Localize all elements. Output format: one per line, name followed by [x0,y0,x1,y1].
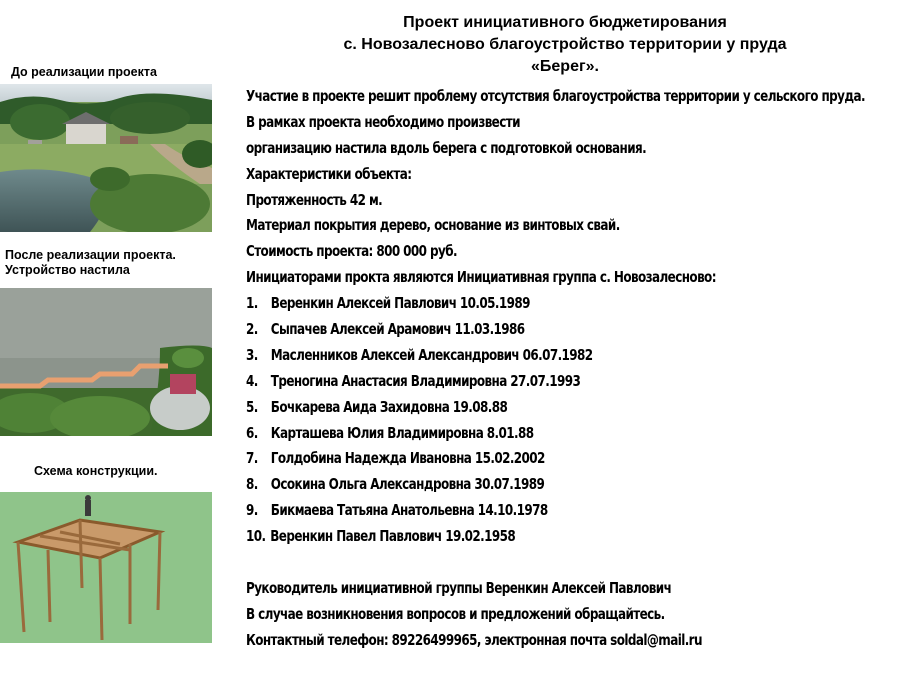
material-value: Материал покрытия дерево, основание из винтовых свай. [246,216,620,235]
characteristics-heading: Характеристики объекта: [246,164,412,183]
list-number: 9. [246,501,258,520]
title-line-2: с. Новозалесново благоустройство территории у пруда [343,36,787,53]
photo-after [0,288,212,436]
contact-phone-email: Контактный телефон: 89226499965, электронная почта soldal@mail.ru [246,630,702,649]
list-number: 1. [246,294,258,313]
list-number: 2. [246,320,258,339]
caption-before: До реализации проекта [11,65,157,79]
list-number: 6. [246,423,258,442]
list-text: Сыпачев Алексей Арамович 11.03.1986 [270,320,525,339]
list-text: Веренкин Алексей Павлович 10.05.1989 [270,294,530,313]
list-number: 10. [246,527,266,546]
list-item [246,498,900,524]
contact-invite: В случае возникновения вопросов и предложений обращайтесь. [246,604,665,623]
list-number: 4. [246,371,258,390]
list-item [246,421,900,447]
list-item [246,446,900,472]
cost-value: Стоимость проекта: 800 000 руб. [246,242,457,261]
caption-after-line-2: Устройство настила [5,263,130,277]
caption-after [5,248,176,278]
group-leader: Руководитель инициативной группы Веренкин Алексей Павлович [246,579,672,598]
list-text: Веренкин Павел Павлович 19.02.1958 [270,527,516,546]
list-item [246,369,900,395]
list-number: 3. [246,345,258,364]
list-text: Треногина Анастасия Владимировна 27.07.1993 [270,371,581,390]
document-title [300,12,830,78]
length-value: Протяженность 42 м. [246,190,383,209]
list-item [246,291,900,317]
title-line-1: Проект инициативного бюджетирования [403,14,727,31]
construction-scheme [0,492,212,643]
list-text: Голдобина Надежда Ивановна 15.02.2002 [270,449,545,468]
paragraph-problem: Участие в проекте решит проблему отсутствия благоустройства территории у сельского пруда. [246,87,865,105]
list-item [246,317,900,343]
project-description [246,84,900,654]
list-item [246,524,900,550]
list-number: 5. [246,397,258,416]
caption-after-line-1: После реализации проекта. [5,248,176,262]
list-text: Бочкарева Аида Захидовна 19.08.88 [270,397,508,416]
paragraph-work: организацию настила вдоль берега с подготовкой основания. [246,138,647,157]
list-item [246,395,900,421]
list-text: Осокина Ольга Александровна 30.07.1989 [270,475,545,494]
title-line-3: «Берег». [531,58,599,75]
spacer [246,550,900,576]
list-item [246,343,900,369]
list-item [246,472,900,498]
caption-scheme: Схема конструкции. [34,464,158,478]
photo-before [0,84,212,232]
initiators-list [246,291,900,550]
list-number: 7. [246,449,258,468]
list-text: Бикмаева Татьяна Анатольевна 14.10.1978 [270,501,548,520]
initiators-heading: Инициаторами прокта являются Инициативная группа с. Новозалесново: [246,268,716,287]
list-text: Карташева Юлия Владимировна 8.01.88 [270,423,534,442]
list-number: 8. [246,475,258,494]
list-text: Масленников Алексей Александрович 06.07.1982 [270,345,593,364]
paragraph-scope: В рамках проекта необходимо произвести [246,112,520,131]
